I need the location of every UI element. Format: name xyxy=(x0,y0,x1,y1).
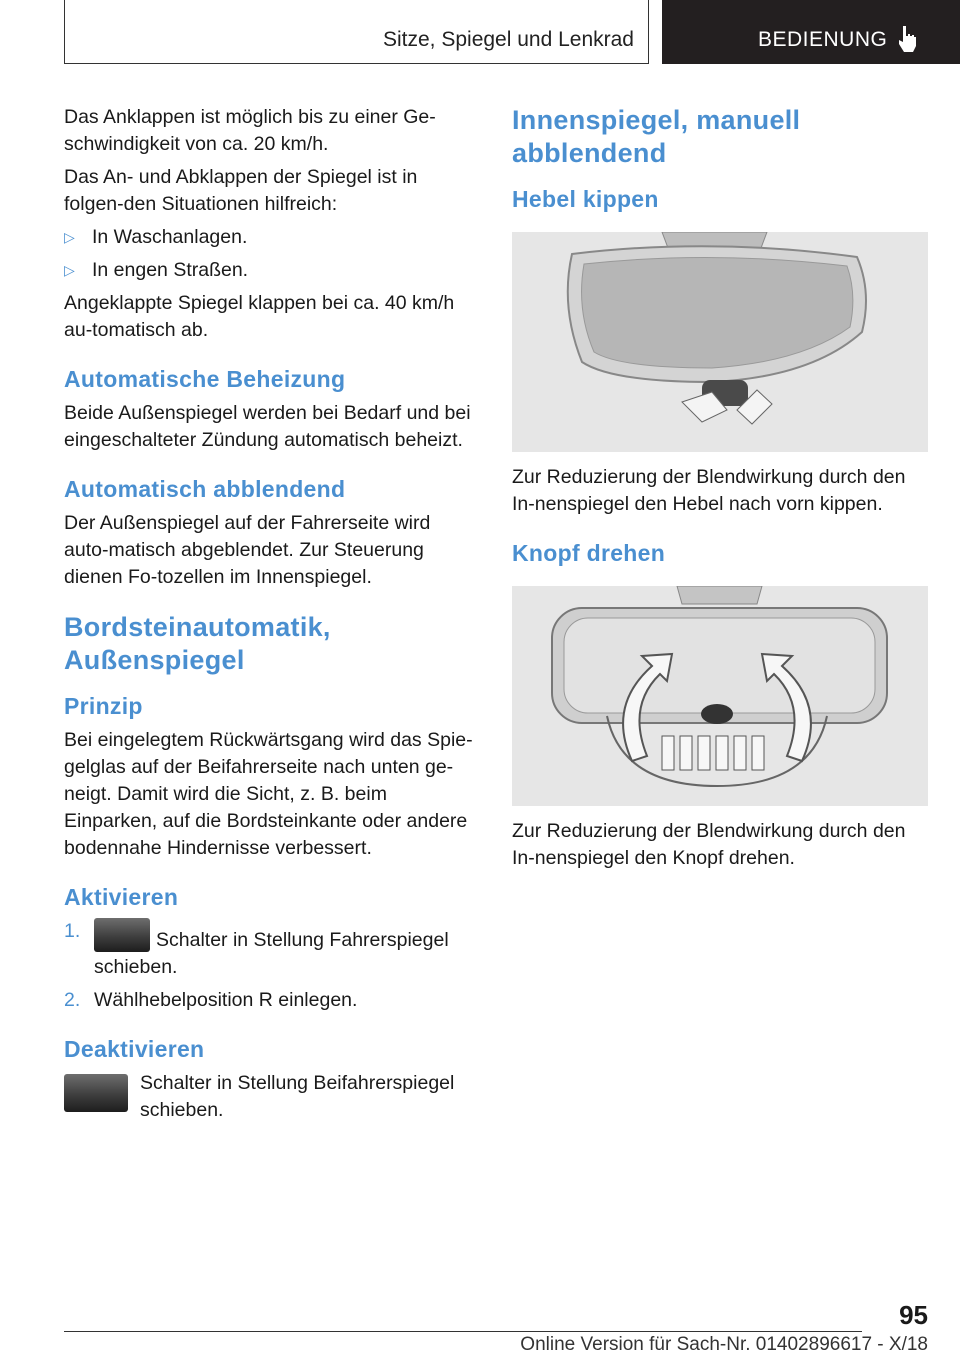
heading-bordsteinautomatik: Bordsteinautomatik, Außenspiegel xyxy=(64,612,331,675)
list-item xyxy=(64,257,476,284)
heading-hebel-kippen: Hebel kippen xyxy=(512,186,659,212)
paragraph-prinzip: Bei eingelegtem Rückwärtsgang wird das Spie-gelglas auf der Beifahrerseite nach unten ge-neigt. Damit wird die Sicht, z. B. beim Einparken, auf die Bordsteinkante oder andere bodennahe Hindernisse verbessert. xyxy=(64,729,473,859)
heading-aktivieren: Aktivieren xyxy=(64,884,179,910)
header-chapter-tab xyxy=(662,0,960,64)
header-section-box xyxy=(64,0,649,64)
header-chapter-label: BEDIENUNG xyxy=(758,28,888,51)
triangle-bullet-icon: ▷ xyxy=(64,229,75,245)
triangle-bullet-icon: ▷ xyxy=(64,262,75,278)
step-number: 1. xyxy=(64,920,81,942)
list-item-text: In engen Straßen. xyxy=(92,259,249,281)
paragraph-abblendend: Der Außenspiegel auf der Fahrerseite wird auto-matisch abgeblendet. Zur Steuerung dienen Fo-tozellen im Innenspiegel. xyxy=(64,512,431,588)
footer-version-text: Online Version für Sach-Nr. 01402896617 - X/18 xyxy=(520,1334,928,1355)
pointing-hand-icon xyxy=(896,24,920,54)
step-text: Schalter in Stellung Fahrerspiegel schieben. xyxy=(94,929,449,978)
step-item xyxy=(64,918,476,981)
mirror-switch-icon xyxy=(94,918,150,952)
paragraph-deaktivieren: Schalter in Stellung Beifahrerspiegel schieben. xyxy=(140,1072,455,1121)
footer-divider xyxy=(64,1331,862,1332)
paragraph-hebel: Zur Reduzierung der Blendwirkung durch den In-nenspiegel den Hebel nach vorn kippen. xyxy=(512,466,906,515)
heading-automatische-beheizung: Automatische Beheizung xyxy=(64,366,346,392)
deaktivieren-block xyxy=(64,1070,476,1132)
left-column xyxy=(64,104,476,1132)
figure-hebel-kippen xyxy=(512,232,928,452)
paragraph-angeklappt: Angeklappte Spiegel klappen bei ca. 40 km/h au-tomatisch ab. xyxy=(64,292,455,341)
list-item xyxy=(64,224,476,251)
heading-innenspiegel: Innenspiegel, manuell abblendend xyxy=(512,105,801,168)
paragraph-anklappen: Das Anklappen ist möglich bis zu einer Ge-schwindigkeit von ca. 20 km/h. xyxy=(64,106,436,155)
step-number: 2. xyxy=(64,989,81,1011)
heading-prinzip: Prinzip xyxy=(64,693,143,719)
header-section-title: Sitze, Spiegel und Lenkrad xyxy=(382,28,634,51)
paragraph-beheizung: Beide Außenspiegel werden bei Bedarf und bei eingeschalteter Zündung automatisch beheizt. xyxy=(64,402,471,451)
figure-knopf-drehen xyxy=(512,586,928,806)
heading-automatisch-abblendend: Automatisch abblendend xyxy=(64,476,346,502)
step-text: Wählhebelposition R einlegen. xyxy=(94,989,358,1011)
heading-knopf-drehen: Knopf drehen xyxy=(512,540,666,566)
heading-deaktivieren: Deaktivieren xyxy=(64,1036,205,1062)
right-column xyxy=(512,104,924,878)
page-number: 95 xyxy=(899,1300,928,1330)
step-item xyxy=(64,987,476,1014)
list-item-text: In Waschanlagen. xyxy=(92,226,248,248)
rearview-mirror-lever-illustration xyxy=(512,232,928,452)
paragraph-situationen: Das An- und Abklappen der Spiegel ist in folgen-den Situationen hilfreich: xyxy=(64,166,418,215)
rearview-mirror-knob-illustration xyxy=(512,586,928,806)
mirror-switch-icon xyxy=(64,1074,128,1112)
paragraph-knopf: Zur Reduzierung der Blendwirkung durch den In-nenspiegel den Knopf drehen. xyxy=(512,820,906,869)
